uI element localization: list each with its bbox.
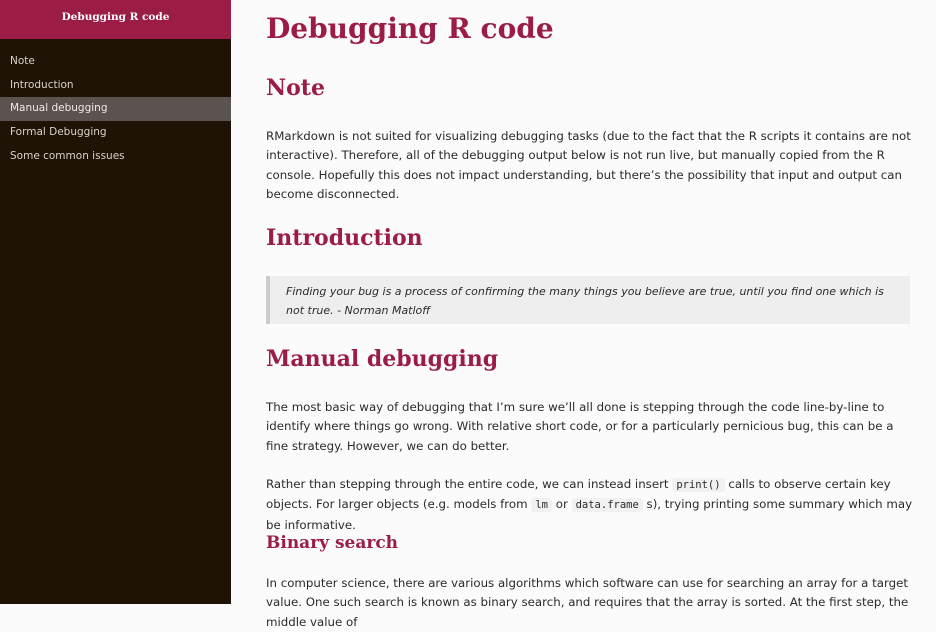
toc-item-formal-debugging[interactable]: Formal Debugging [10, 126, 107, 139]
toc-item-introduction[interactable]: Introduction [10, 78, 74, 91]
text: s), trying printing some summary which may be informative. [266, 497, 913, 532]
quote-block: Finding your bug is a process of confirming the many things you believe are true, until you find one which is not true. - Norman Matloff [266, 276, 910, 324]
toc-item-some-common-issues[interactable]: Some common issues [10, 149, 125, 162]
toc-item-note[interactable]: Note [10, 55, 35, 67]
sidebar [0, 0, 231, 604]
text: calls to observe certain key objects. For larger objects (e.g. models from [266, 477, 891, 512]
text: or [552, 497, 572, 512]
sidebar-title: Debugging R code [0, 0, 231, 39]
binary-search-paragraph: In computer science, there are various algorithms which software can use for searching an array for a target value. One such search is known as binary search, and requires that the array is sorted. At the first step, the middle value of [266, 576, 909, 629]
text: Rather than stepping through the entire code, we can instead insert [266, 477, 673, 491]
manual-paragraph-1: The most basic way of debugging that I’m sure we’ll all done is stepping through the code line-by-line to identify where things go wrong. With relative short code, or for a particularly pernicious bug, this can be a fine strategy. However, we can do better. [266, 400, 894, 453]
inline-code-print: print() [672, 478, 724, 492]
main-content [266, 0, 914, 629]
heading-binary-search: Binary search [266, 533, 399, 553]
note-paragraph: RMarkdown is not suited for visualizing debugging tasks (due to the fact that the R scripts it contains are not interactive). Therefore, all of the debugging output below is not run live, but manually copied from the R console. Hopefully this does not impact understanding, but there’s the possibility that input and output can become disconnected. [266, 129, 911, 202]
table-of-contents [0, 50, 231, 168]
inline-code-lm: lm [531, 498, 552, 512]
heading-note: Note [266, 75, 325, 101]
heading-introduction: Introduction [266, 225, 423, 251]
manual-paragraph-2 [266, 475, 914, 535]
page-title: Debugging R code [266, 12, 554, 45]
inline-code-data-frame: data.frame [572, 498, 643, 512]
toc-item-manual-debugging[interactable]: Manual debugging [0, 97, 231, 121]
heading-manual-debugging: Manual debugging [266, 346, 499, 372]
